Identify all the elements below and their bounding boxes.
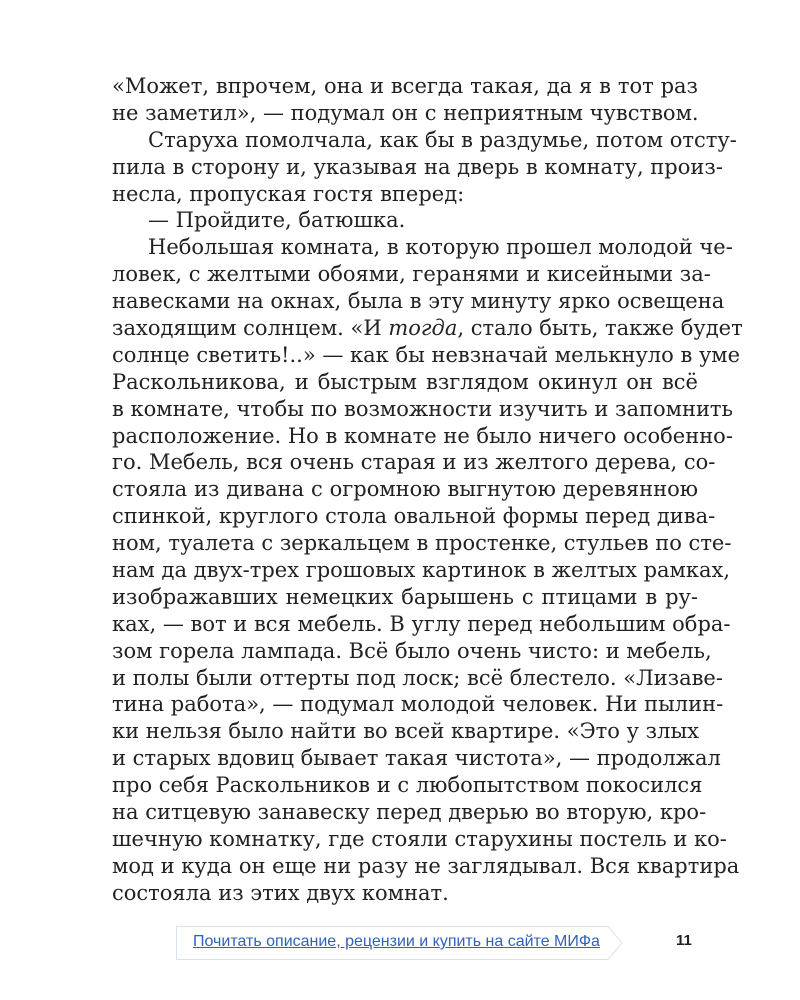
text-line: пила в сторону и, указывая на дверь в комнату, произ-: [112, 154, 723, 179]
text-line: — Пройдите, батюшка.: [148, 208, 406, 233]
text-segment: , стало быть, также будет: [457, 316, 743, 341]
text-line: спинкой, круглого стола овальной формы перед дива-: [112, 504, 716, 529]
text-line: ках, — вот и вся мебель. В углу перед небольшим обра-: [112, 611, 731, 636]
text-line: ловек, с желтыми обоями, геранями и кисейными за-: [112, 262, 711, 287]
chevron-right-icon: [605, 926, 623, 960]
text-line: навесками на окнах, была в эту минуту ярко освещена: [112, 289, 725, 314]
text-line-mixed: [112, 315, 743, 342]
text-line: шечную комнатку, где стояли старухины постель и ко-: [112, 826, 727, 851]
text-body: [112, 73, 743, 907]
text-line: несла, пропуская гостя вперед:: [112, 181, 465, 206]
text-line: тина работа», — подумал молодой человек. Ни пылин-: [112, 692, 724, 717]
text-line: «Может, впрочем, она и всегда такая, да я в тот раз: [112, 74, 698, 98]
text-line: Старуха помолчала, как бы в раздумье, потом отсту-: [148, 127, 737, 152]
buy-link[interactable]: Почитать описание, рецензии и купить на сайте МИФа: [176, 926, 606, 960]
text-line: Небольшая комната, в которую прошел молодой че-: [148, 235, 733, 260]
text-line: изображавших немецких барышень с птицами в ру-: [112, 584, 698, 609]
text-line: мод и куда он еще ни разу не заглядывал. Вся квартира: [112, 853, 740, 878]
text-line: ки нельзя было найти во всей квартире. «Это у злых: [112, 719, 699, 744]
text-line: расположение. Но в комнате не было ничего особенно-: [112, 423, 733, 448]
italic-word: тогда: [388, 316, 458, 341]
text-line: и старых вдовиц бывает такая чистота», — продолжал: [112, 746, 721, 771]
text-line: не заметил», — подумал он с неприятным чувством.: [112, 100, 699, 125]
page-number: 11: [676, 932, 692, 949]
text-line: го. Мебель, вся очень старая и из желтого дерева, со-: [112, 450, 716, 475]
text-segment: заходящим солнцем. «И: [112, 316, 389, 341]
text-line: в комнате, чтобы по возможности изучить и запомнить: [112, 396, 733, 421]
text-line: Раскольникова, и быстрым взглядом окинул он всё: [112, 369, 698, 394]
text-line: ном, туалета с зеркальцем в простенке, стульев по сте-: [112, 531, 732, 556]
text-line: на ситцевую занавеску перед дверью во вторую, кро-: [112, 800, 707, 825]
buy-link-container[interactable]: [176, 926, 622, 960]
text-line: состояла из этих двух комнат.: [112, 880, 449, 905]
text-line: солнце светить!..» — как бы невзначай мелькнуло в уме: [112, 342, 741, 367]
text-line: и полы были оттерты под лоск; всё блестело. «Лизаве-: [112, 665, 723, 690]
text-line: про себя Раскольников и с любопытством покосился: [112, 773, 703, 798]
text-line: нам да двух-трех грошовых картинок в желтых рамках,: [112, 558, 731, 583]
text-line: стояла из дивана с огромною выгнутою деревянною: [112, 477, 698, 502]
text-line: зом горела лампада. Всё было очень чисто: и мебель,: [112, 638, 712, 663]
